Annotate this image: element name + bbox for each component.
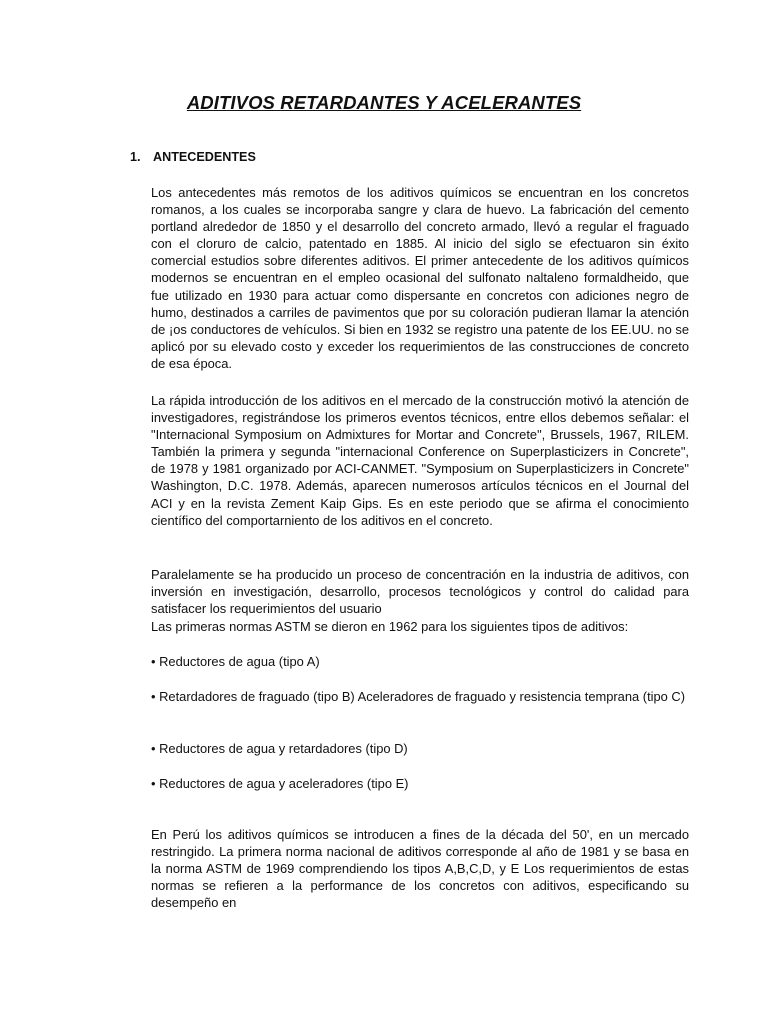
list-item-tipo-b-c: • Retardadores de fraguado (tipo B) Aceleradores de fraguado y resistencia temprana (tipo C) [151,689,686,704]
paragraph-antecedentes: Los antecedentes más remotos de los aditivos químicos se encuentran en los concretos romanos, a los cuales se incorporaba sangre y clara de huevo. La fabricación del cemento portland alrededor de 1850 y el desarrollo del concreto armado, llevó a regular el fraguado con el cloruro de calcio, patentado en 1885. Al inicio del siglo se efectuaron sin éxito comercial estudios sobre diferentes aditivos. El primer antecedente de los aditivos químicos modernos se encuentran en el empleo ocasional del sulfonato naltaleno formaldheido, que fue utilizado en 1930 para actuar como dispersante en concretos con adiciones negro de humo, destinados a carriles de pavimentos que por su coloración pudieran llamar la atención de ¡os conductores de vehículos. Si bien en 1932 se registro una patente de los EE.UU. no se aplicó por su elevado costo y exceder los requerimientos de las construcciones de concreto de esa época. [151,185,689,371]
paragraph-introduccion: La rápida introducción de los aditivos en el mercado de la construcción motivó la atención de investigadores, registrándose los primeros eventos técnicos, entre ellos debemos señalar: el "Internacional Symposium on Admixtures for Mortar and Concrete", Brussels, 1967, RILEM. También la primera y segunda "internacional Conference on Superplasticizers in Concrete", de 1978 y 1981 organizado por ACI-CANMET. "Symposium on Superplasticizers in Concrete" Washington, D.C. 1978. Además, aparecen numerosos artículos técnicos en el Journal del ACI y en la revista Zement Kaip Gips. Es en este periodo que se afirma el conocimiento científico del comportarniento de los aditivos en el concreto. [151,393,689,528]
paragraph-industria: Paralelamente se ha producido un proceso de concentración en la industria de aditivos, con inversión en investigación, desarrollo, procesos tecnológicos y control do calidad para satisfacer los requerimientos del usuario [151,567,689,617]
list-item-tipo-a: • Reductores de agua (tipo A) [151,654,320,669]
list-item-tipo-d: • Reductores de agua y retardadores (tipo D) [151,741,408,756]
section-heading [130,150,256,164]
section-number: 1. [130,150,141,164]
section-heading-text: ANTECEDENTES [153,150,256,164]
document-title: ADITIVOS RETARDANTES Y ACELERANTES [186,92,582,113]
paragraph-peru: En Perú los aditivos químicos se introducen a fines de la década del 50', en un mercado restringido. La primera norma nacional de aditivos corresponde al año de 1981 y se basa en la norma ASTM de 1969 comprendiendo los tipos A,B,C,D, y E Los requerimientos de estas normas se refieren a la performance de los concretos con aditivos, especificando su desempeño en [151,827,689,911]
list-item-tipo-e: • Reductores de agua y aceleradores (tipo E) [151,776,409,791]
paragraph-normas-astm: Las primeras normas ASTM se dieron en 1962 para los siguientes tipos de aditivos: [151,619,629,634]
